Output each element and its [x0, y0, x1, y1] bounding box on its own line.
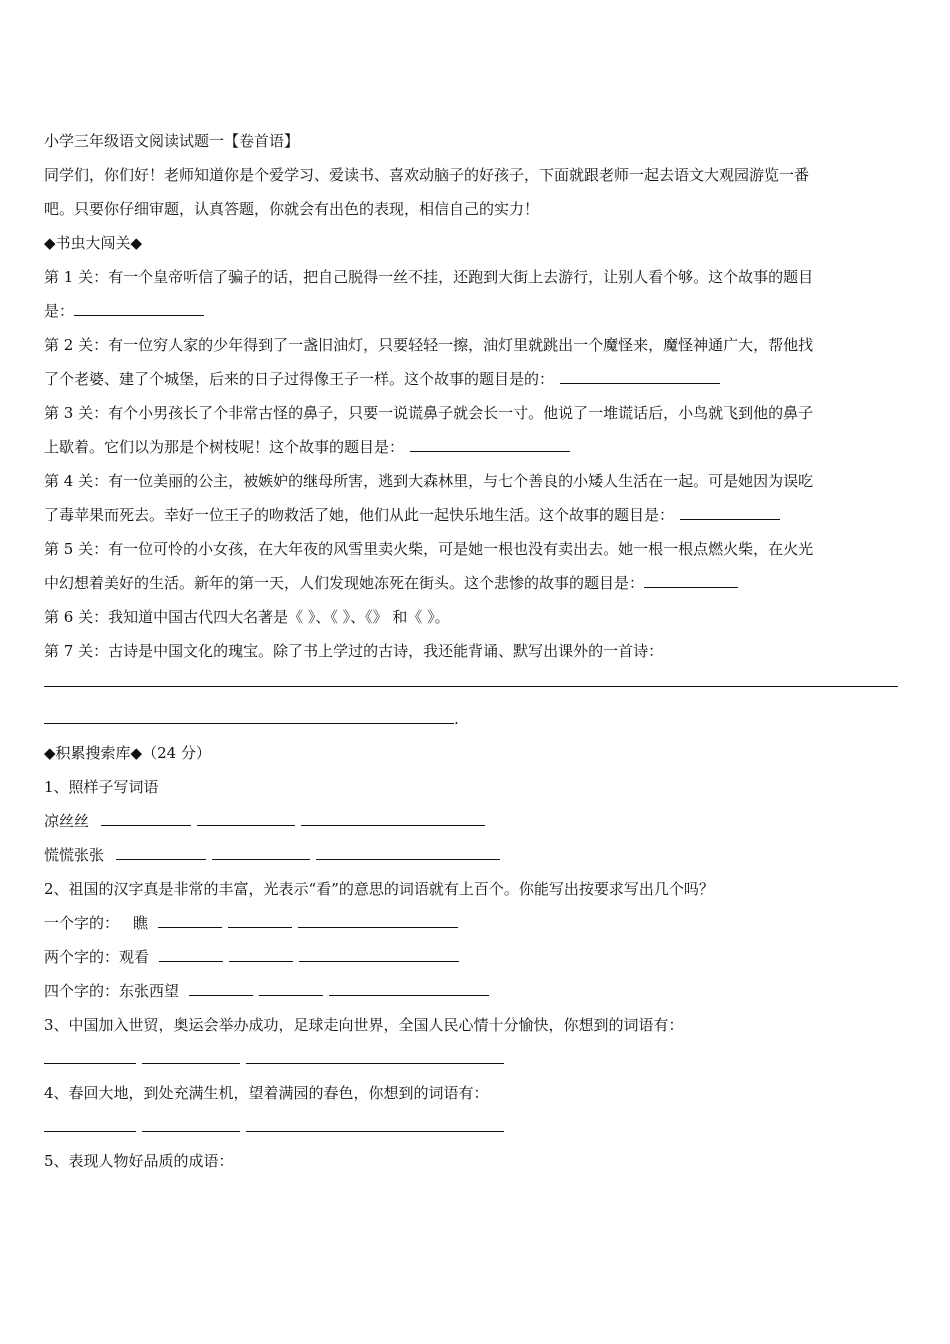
exam-page: [44, 124, 906, 1178]
answer-blank[interactable]: [301, 811, 485, 826]
word-example: 慌慌张张: [44, 846, 105, 864]
answer-blank[interactable]: [229, 947, 293, 962]
page-title: 小学三年级语文阅读试题一【卷首语】: [44, 132, 300, 150]
answer-blank[interactable]: [246, 1117, 504, 1132]
answer-blank[interactable]: [159, 947, 223, 962]
answer-blank[interactable]: [189, 981, 253, 996]
word-example: 凉丝丝: [44, 812, 90, 830]
question-2-line-1: 第 2 关：有一位穷人家的少年得到了一盏旧油灯，只要轻轻一擦，油灯里就跳出一个魔怪来，魔怪神通广大，帮他找: [44, 336, 814, 354]
answer-blank[interactable]: [316, 845, 500, 860]
answer-blank[interactable]: [644, 573, 738, 588]
answer-rule[interactable]: [44, 709, 454, 724]
answer-blank[interactable]: [212, 845, 310, 860]
answer-blank[interactable]: [158, 913, 222, 928]
section-heading-bookworm: ◆书虫大闯关◆: [44, 234, 143, 252]
answer-row-4: [44, 1110, 906, 1144]
answer-rule[interactable]: [44, 686, 898, 687]
answer-blank[interactable]: [142, 1049, 240, 1064]
question-4-line-2: [44, 498, 906, 532]
question-3-line-1: 第 3 关：有个小男孩长了个非常古怪的鼻子，只要一说谎鼻子就会长一寸。他说了一堆谎话后，小鸟就飞到他的鼻子: [44, 404, 814, 422]
answer-blank[interactable]: [246, 1049, 504, 1064]
poem-line-2: [44, 702, 906, 736]
word-example: 瞧: [133, 914, 149, 932]
section2-question-4: 4、春回大地，到处充满生机，望着满园的春色，你想到的词语有：: [44, 1084, 489, 1102]
section2-question-2: 2、祖国的汉字真是非常的丰富，光表示“看”的意思的词语就有上百个。你能写出按要求写出几个吗？: [44, 880, 714, 898]
row-label: 一个字的：: [44, 914, 120, 932]
question-2-line-2: [44, 362, 906, 396]
section2-question-5: 5、表现人物好品质的成语：: [44, 1152, 234, 1170]
answer-blank[interactable]: [228, 913, 292, 928]
word-pattern-row-2: [44, 838, 906, 872]
answer-blank[interactable]: [298, 913, 458, 928]
answer-blank[interactable]: [44, 1049, 136, 1064]
answer-blank[interactable]: [197, 811, 295, 826]
word-example: 观看: [119, 948, 150, 966]
section-heading-accumulation: ◆积累搜索库◆（24 分）: [44, 744, 211, 762]
question-1-line-2: [44, 294, 906, 328]
poem-end-mark: .: [454, 710, 459, 728]
question-6: 第 6 关：我知道中国古代四大名著是《 》、《 》、《》 和《 》。: [44, 608, 450, 626]
look-words-row-3: [44, 974, 906, 1008]
answer-blank[interactable]: [74, 301, 204, 316]
question-5-text: 中幻想着美好的生活。新年的第一天，人们发现她冻死在街头。这个悲惨的故事的题目是：: [44, 574, 645, 592]
answer-row-3: [44, 1042, 906, 1076]
answer-blank[interactable]: [329, 981, 489, 996]
answer-blank[interactable]: [299, 947, 459, 962]
look-words-row-1: [44, 906, 906, 940]
answer-blank[interactable]: [142, 1117, 240, 1132]
row-label: 四个字的：: [44, 982, 120, 1000]
word-pattern-row-1: [44, 804, 906, 838]
section2-question-1: 1、照样子写词语: [44, 778, 159, 796]
question-2-text: 了个老婆、建了个城堡，后来的日子过得像王子一样。这个故事的题目是的：: [44, 370, 555, 388]
answer-blank[interactable]: [259, 981, 323, 996]
word-example: 东张西望: [119, 982, 180, 1000]
question-7: 第 7 关：古诗是中国文化的瑰宝。除了书上学过的古诗，我还能背诵、默写出课外的一首诗：: [44, 642, 664, 660]
question-5-line-1: 第 5 关：有一位可怜的小女孩，在大年夜的风雪里卖火柴，可是她一根也没有卖出去。她一根一根点燃火柴，在火光: [44, 540, 814, 558]
intro-line-2: 吧。只要你仔细审题，认真答题，你就会有出色的表现，相信自己的实力！: [44, 200, 540, 218]
question-3-text: 上歇着。它们以为那是个树枝呢！这个故事的题目是：: [44, 438, 405, 456]
question-4-line-1: 第 4 关：有一位美丽的公主，被嫉妒的继母所害，逃到大森林里，与七个善良的小矮人生活在一起。可是她因为误吃: [44, 472, 814, 490]
question-4-text: 了毒苹果而死去。幸好一位王子的吻救活了她，他们从此一起快乐地生活。这个故事的题目是：: [44, 506, 675, 524]
poem-line-1: [44, 668, 906, 702]
answer-blank[interactable]: [560, 369, 720, 384]
answer-blank[interactable]: [116, 845, 206, 860]
question-1-text: 是：: [44, 302, 75, 320]
answer-blank[interactable]: [680, 505, 780, 520]
answer-blank[interactable]: [44, 1117, 136, 1132]
question-5-line-2: [44, 566, 906, 600]
intro-line-1: 同学们，你们好！老师知道你是个爱学习、爱读书、喜欢动脑子的好孩子，下面就跟老师一起去语文大观园游览一番: [44, 166, 810, 184]
question-1-line-1: 第 1 关：有一个皇帝听信了骗子的话，把自己脱得一丝不挂，还跑到大街上去游行，让别人看个够。这个故事的题目: [44, 268, 814, 286]
row-label: 两个字的：: [44, 948, 120, 966]
answer-blank[interactable]: [410, 437, 570, 452]
answer-blank[interactable]: [101, 811, 191, 826]
section2-question-3: 3、中国加入世贸，奥运会举办成功，足球走向世界，全国人民心情十分愉快，你想到的词语有：: [44, 1016, 684, 1034]
question-3-line-2: [44, 430, 906, 464]
look-words-row-2: [44, 940, 906, 974]
